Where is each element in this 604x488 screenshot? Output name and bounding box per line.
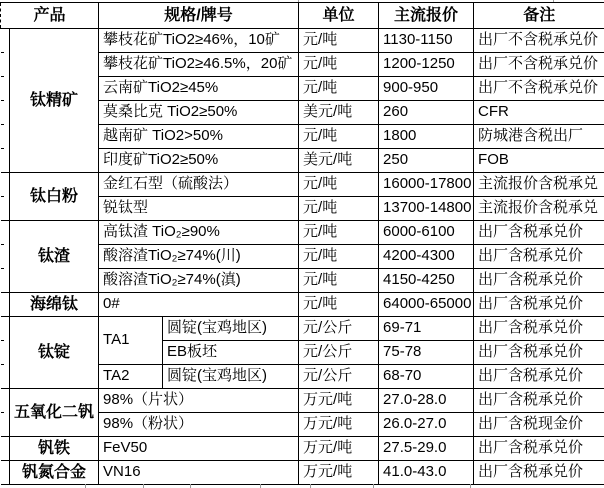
table-row <box>1 293 604 317</box>
price-cell: 68-70 <box>379 365 474 389</box>
gutter-cell <box>1 317 10 389</box>
price-cell: 41.0-43.0 <box>379 461 474 485</box>
unit-cell: 元/吨 <box>299 173 379 197</box>
unit-cell: 元/吨 <box>299 53 379 77</box>
price-cell: 1200-1250 <box>379 53 474 77</box>
price-cell: 26.0-27.0 <box>379 413 474 437</box>
spec-cell: 0# <box>99 293 299 317</box>
note-cell: 出厂不含税承兑价 <box>474 29 604 53</box>
gutter-cell <box>1 389 10 437</box>
table-row <box>1 29 604 53</box>
note-cell: FOB <box>474 149 604 173</box>
price-cell: 69-71 <box>379 317 474 341</box>
price-cell: 260 <box>379 101 474 125</box>
note-cell: 出厂含税承兑价 <box>474 461 604 485</box>
price-cell: 13700-14800 <box>379 197 474 221</box>
spec-cell: 锐钛型 <box>99 197 299 221</box>
product-group-cell: 钛锭 <box>10 317 99 389</box>
grade-cell: TA2 <box>99 365 163 389</box>
note-cell: 出厂含税承兑价 <box>474 269 604 293</box>
note-cell: 出厂含税承兑价 <box>474 317 604 341</box>
spec-cell: 酸溶渣TiO₂≥74%(滇) <box>99 269 299 293</box>
price-cell: 900-950 <box>379 77 474 101</box>
gridline-stub <box>553 0 554 2</box>
spec-cell: 圆锭(宝鸡地区) <box>163 317 299 341</box>
spec-cell: 越南矿 TiO2>50% <box>99 125 299 149</box>
note-cell: 出厂含税承兑价 <box>474 245 604 269</box>
header-spec: 规格/牌号 <box>99 3 299 29</box>
unit-cell: 元/吨 <box>299 197 379 221</box>
note-cell: 主流报价含税承兑 <box>474 197 604 221</box>
spec-cell: 印度矿TiO2≥50% <box>99 149 299 173</box>
unit-cell: 元/公斤 <box>299 365 379 389</box>
note-cell: 出厂不含税承兑价 <box>474 77 604 101</box>
header-price: 主流报价 <box>379 3 474 29</box>
product-group-cell: 钛精矿 <box>10 29 99 173</box>
price-cell: 64000-65000 <box>379 293 474 317</box>
gutter-cell <box>1 461 10 485</box>
spec-cell: FeV50 <box>99 437 299 461</box>
unit-cell: 元/吨 <box>299 77 379 101</box>
header-product: 产品 <box>1 3 99 29</box>
spec-cell: 98%（粉状） <box>99 413 299 437</box>
unit-cell: 元/公斤 <box>299 317 379 341</box>
spec-cell: 高钛渣 TiO₂≥90% <box>99 221 299 245</box>
header-unit: 单位 <box>299 3 379 29</box>
gutter-cell <box>1 173 10 221</box>
spec-cell: 攀枝花矿TiO2≥46%，10矿 <box>99 29 299 53</box>
note-cell: CFR <box>474 101 604 125</box>
unit-cell: 万元/吨 <box>299 437 379 461</box>
gutter-cell <box>1 29 10 173</box>
table-row <box>1 461 604 485</box>
unit-cell: 美元/吨 <box>299 149 379 173</box>
spec-cell: 酸溶渣TiO₂≥74%(川) <box>99 245 299 269</box>
unit-cell: 元/吨 <box>299 221 379 245</box>
unit-cell: 万元/吨 <box>299 389 379 413</box>
table-row <box>1 389 604 413</box>
table-row <box>1 173 604 197</box>
note-cell: 出厂不含税承兑价 <box>474 53 604 77</box>
price-cell: 4200-4300 <box>379 245 474 269</box>
note-cell: 防城港含税出厂 <box>474 125 604 149</box>
table-row <box>1 221 604 245</box>
spec-cell: 云南矿TiO2≥45% <box>99 77 299 101</box>
spec-cell: EB板坯 <box>163 341 299 365</box>
price-cell: 16000-17800 <box>379 173 474 197</box>
unit-cell: 元/吨 <box>299 125 379 149</box>
product-group-cell: 钛白粉 <box>10 173 99 221</box>
table-row <box>1 437 604 461</box>
header-note: 备注 <box>474 3 604 29</box>
gutter-cell <box>1 221 10 293</box>
note-cell: 出厂含税承兑价 <box>474 293 604 317</box>
note-cell: 出厂含税承兑价 <box>474 221 604 245</box>
header-row <box>1 3 604 29</box>
gridline-stub <box>190 484 191 488</box>
unit-cell: 万元/吨 <box>299 461 379 485</box>
product-group-cell: 五氧化二钒 <box>10 389 99 437</box>
note-cell: 出厂含税承兑价 <box>474 341 604 365</box>
grade-cell: TA1 <box>99 317 163 365</box>
unit-cell: 元/吨 <box>299 293 379 317</box>
spec-cell: 金红石型（硫酸法） <box>99 173 299 197</box>
gridline-stub <box>310 484 311 488</box>
note-cell: 主流报价含税承兑 <box>474 173 604 197</box>
gridline-stub <box>143 484 144 488</box>
price-cell: 1800 <box>379 125 474 149</box>
price-cell: 6000-6100 <box>379 221 474 245</box>
gridline-stub <box>260 484 261 488</box>
gutter-cell <box>1 293 10 317</box>
price-cell: 75-78 <box>379 341 474 365</box>
note-cell: 出厂含税承兑价 <box>474 365 604 389</box>
product-group-cell: 钛渣 <box>10 221 99 293</box>
unit-cell: 万元/吨 <box>299 413 379 437</box>
spec-cell: 攀枝花矿TiO2≥46.5%，20矿 <box>99 53 299 77</box>
table-row <box>1 317 604 341</box>
spec-cell: 圆锭(宝鸡地区) <box>163 365 299 389</box>
price-cell: 27.0-28.0 <box>379 389 474 413</box>
price-cell: 4150-4250 <box>379 269 474 293</box>
unit-cell: 元/吨 <box>299 29 379 53</box>
note-cell: 出厂含税承兑价 <box>474 437 604 461</box>
price-cell: 27.5-29.0 <box>379 437 474 461</box>
gridline-stub <box>373 484 374 488</box>
spec-cell: 莫桑比克 TiO2≥50% <box>99 101 299 125</box>
unit-cell: 元/吨 <box>299 245 379 269</box>
product-group-cell: 海绵钛 <box>10 293 99 317</box>
unit-cell: 美元/吨 <box>299 101 379 125</box>
price-table <box>0 2 604 485</box>
spec-cell: VN16 <box>99 461 299 485</box>
price-cell: 250 <box>379 149 474 173</box>
note-cell: 出厂含税承兑价 <box>474 389 604 413</box>
spec-cell: 98%（片状） <box>99 389 299 413</box>
gridline-stub <box>85 484 86 488</box>
gridline-stub <box>298 0 299 2</box>
gridline-stub <box>470 484 471 488</box>
note-cell: 出厂含税现金价 <box>474 413 604 437</box>
price-cell: 1130-1150 <box>379 29 474 53</box>
product-group-cell: 钒铁 <box>10 437 99 461</box>
gutter-cell <box>1 437 10 461</box>
unit-cell: 元/公斤 <box>299 341 379 365</box>
product-group-cell: 钒氮合金 <box>10 461 99 485</box>
unit-cell: 元/吨 <box>299 269 379 293</box>
